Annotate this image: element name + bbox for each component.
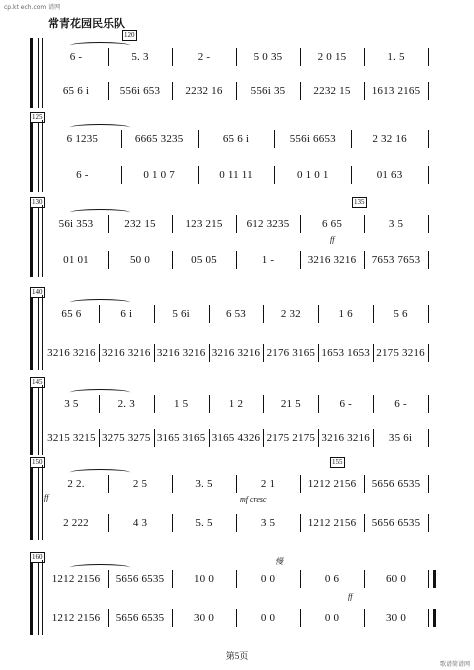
barline — [108, 570, 109, 588]
barline — [236, 251, 237, 269]
measure: 2 5 — [132, 478, 148, 490]
barline — [300, 514, 301, 532]
measure: 3216 3216 — [101, 347, 151, 359]
measure: 1. 5 — [387, 51, 405, 63]
measure: 556i 6653 — [289, 133, 336, 145]
lower-part — [30, 514, 430, 532]
barline — [154, 305, 155, 323]
measure: 5. 5 — [195, 517, 213, 529]
measure: 3215 3215 — [47, 432, 96, 444]
barline — [209, 395, 210, 413]
measure: 6 - — [339, 398, 352, 410]
barline-end — [428, 475, 429, 493]
slur — [70, 469, 130, 476]
measure: 232 15 — [124, 218, 156, 230]
upper-part — [30, 305, 430, 323]
rehearsal-number: 135 — [354, 198, 365, 206]
measure: 6 i — [120, 308, 133, 320]
rehearsal-number: 130 — [32, 198, 43, 206]
system — [30, 458, 430, 540]
measure: 5 6i — [172, 308, 190, 320]
lower-part — [30, 251, 430, 269]
barline — [121, 166, 122, 184]
barline — [236, 82, 237, 100]
slur — [70, 564, 130, 571]
measure: 1613 2165 — [371, 85, 421, 97]
measure: 123 215 — [185, 218, 223, 230]
measure: 10 0 — [193, 573, 215, 585]
measure: 6 1235 — [66, 133, 99, 145]
lower-part — [30, 609, 430, 627]
measure: 3216 3216 — [321, 432, 370, 444]
barline — [172, 82, 173, 100]
barline — [318, 395, 319, 413]
barline — [236, 514, 237, 532]
barline-end — [428, 82, 429, 100]
barline — [172, 514, 173, 532]
barline-end — [428, 305, 429, 323]
barline-end — [428, 429, 429, 447]
measure: 2 32 16 — [372, 133, 407, 145]
barline — [198, 166, 199, 184]
measure: 556i 35 — [250, 85, 286, 97]
barline — [364, 514, 365, 532]
measure: 3275 3275 — [101, 432, 151, 444]
measure: 4 3 — [132, 517, 148, 529]
barline — [172, 609, 173, 627]
barline — [300, 251, 301, 269]
barline — [108, 475, 109, 493]
barline — [99, 395, 100, 413]
barline — [373, 395, 374, 413]
measure: 3 5 — [388, 218, 404, 230]
system-start-barline — [42, 120, 43, 192]
upper-part — [30, 475, 430, 493]
upper-part — [30, 215, 430, 233]
barline — [209, 305, 210, 323]
barline — [300, 609, 301, 627]
measure: 5656 6535 — [115, 612, 165, 624]
measure: 5656 6535 — [115, 573, 165, 585]
measure: 65 6 — [61, 308, 82, 320]
rehearsal-number: 125 — [32, 113, 43, 121]
barline — [364, 82, 365, 100]
barline — [274, 130, 275, 148]
rehearsal-number: 140 — [32, 288, 43, 296]
measure: 6 53 — [225, 308, 247, 320]
measure: 30 0 — [193, 612, 215, 624]
upper-part — [30, 130, 430, 148]
measure: 3216 3216 — [156, 347, 206, 359]
barline — [236, 48, 237, 66]
slur — [70, 299, 130, 306]
barline — [274, 166, 275, 184]
rehearsal-number: 155 — [332, 458, 343, 466]
measure: 1 2 — [228, 398, 244, 410]
measure: 65 6 i — [222, 133, 250, 145]
rehearsal-number: 145 — [32, 378, 43, 386]
barline — [351, 166, 352, 184]
measure: 2232 16 — [185, 85, 223, 97]
barline — [318, 429, 319, 447]
measure: 1212 2156 — [307, 517, 357, 529]
measure: 3 5 — [64, 398, 79, 410]
measure: 3. 5 — [195, 478, 213, 490]
measure: 1653 1653 — [321, 347, 370, 359]
barline — [364, 215, 365, 233]
barline — [99, 429, 100, 447]
barline-end — [428, 344, 429, 362]
measure: 5656 6535 — [371, 478, 421, 490]
measure: 1212 2156 — [51, 612, 101, 624]
upper-part — [30, 395, 430, 413]
rehearsal-number: 160 — [32, 553, 43, 561]
rehearsal-number: 150 — [32, 458, 43, 466]
measure: 0 0 — [260, 612, 276, 624]
barline-end — [428, 130, 429, 148]
barline — [154, 344, 155, 362]
measure: 2 0 15 — [317, 51, 347, 63]
measure: 6 - — [69, 51, 83, 63]
barline — [236, 475, 237, 493]
rehearsal-number: 120 — [124, 31, 135, 39]
barline — [364, 609, 365, 627]
barline-end — [428, 609, 436, 627]
measure: 2232 15 — [313, 85, 351, 97]
lower-part — [30, 344, 430, 362]
barline-end — [428, 48, 429, 66]
measure: 5 6 — [393, 308, 408, 320]
system — [30, 553, 430, 635]
measure: 0 0 — [324, 612, 340, 624]
barline — [154, 395, 155, 413]
barline — [172, 48, 173, 66]
measure: 56i 353 — [58, 218, 94, 230]
barline — [300, 82, 301, 100]
measure: 2 - — [197, 51, 211, 63]
dynamic-marking: ff — [348, 592, 353, 601]
barline — [108, 251, 109, 269]
system-start-barline — [42, 295, 43, 370]
measure: 1 5 — [173, 398, 189, 410]
measure: 2. 3 — [117, 398, 135, 410]
barline — [364, 570, 365, 588]
measure: 01 63 — [376, 169, 403, 181]
barline-end — [428, 514, 429, 532]
watermark-bottom: 歌谱简谱网 — [439, 661, 470, 668]
barline — [108, 215, 109, 233]
barline — [172, 215, 173, 233]
barline — [108, 609, 109, 627]
barline-end — [428, 395, 429, 413]
measure: 0 11 11 — [219, 169, 253, 181]
barline — [300, 215, 301, 233]
watermark-top: cp.kt ech.com 谱网 — [4, 4, 61, 11]
lower-part — [30, 429, 430, 447]
barline — [373, 344, 374, 362]
measure: 3216 3216 — [211, 347, 261, 359]
measure: 05 05 — [191, 254, 217, 266]
measure: 5656 6535 — [371, 517, 421, 529]
barline — [300, 475, 301, 493]
system-start-barline — [42, 385, 43, 455]
dynamic-marking: ff — [330, 235, 335, 244]
barline — [373, 305, 374, 323]
barline-end — [428, 166, 429, 184]
measure: 1212 2156 — [307, 478, 357, 490]
barline — [351, 130, 352, 148]
system-start-barline — [42, 205, 43, 277]
barline — [300, 570, 301, 588]
measure: 2175 2175 — [266, 432, 316, 444]
measure: 2175 3216 — [376, 347, 425, 359]
measure: 0 6 — [324, 573, 340, 585]
barline — [318, 344, 319, 362]
barline — [236, 215, 237, 233]
measure: 35 6i — [388, 432, 413, 444]
barline — [263, 429, 264, 447]
measure: 3216 3216 — [47, 347, 96, 359]
measure: 2 1 — [260, 478, 276, 490]
measure: 2 2. — [67, 478, 85, 490]
barline — [236, 609, 237, 627]
barline — [300, 48, 301, 66]
system-start-barline — [42, 560, 43, 635]
measure: 2 32 — [280, 308, 301, 320]
barline-end — [428, 570, 436, 588]
slur — [70, 389, 130, 396]
measure: 6665 3235 — [134, 133, 184, 145]
barline — [209, 344, 210, 362]
barline — [209, 429, 210, 447]
measure: 5. 3 — [131, 51, 149, 63]
barline — [99, 344, 100, 362]
page-number: 第5页 — [225, 651, 249, 661]
measure: 0 1 0 1 — [296, 169, 329, 181]
measure: 1212 2156 — [51, 573, 101, 585]
slur — [70, 209, 130, 216]
barline — [108, 514, 109, 532]
barline-end — [428, 251, 429, 269]
measure: 3165 3165 — [156, 432, 206, 444]
measure: 30 0 — [385, 612, 407, 624]
barline — [263, 344, 264, 362]
upper-part — [30, 570, 430, 588]
measure: 01 01 — [63, 254, 89, 266]
upper-part — [30, 48, 430, 66]
barline — [263, 395, 264, 413]
measure: 6 - — [394, 398, 407, 410]
measure: 612 3235 — [246, 218, 290, 230]
measure: 3165 4326 — [211, 432, 261, 444]
measure: 556i 653 — [119, 85, 161, 97]
barline — [373, 429, 374, 447]
system — [30, 378, 430, 455]
barline — [108, 48, 109, 66]
measure: 50 0 — [129, 254, 151, 266]
barline — [236, 570, 237, 588]
dynamic-marking: mf cresc — [240, 495, 267, 504]
measure: 0 1 0 7 — [143, 169, 176, 181]
measure: 1 6 — [338, 308, 353, 320]
barline — [364, 251, 365, 269]
measure: 6 - — [76, 169, 89, 181]
barline — [198, 130, 199, 148]
system — [30, 288, 430, 370]
barline — [364, 48, 365, 66]
barline — [364, 475, 365, 493]
barline — [108, 82, 109, 100]
barline — [172, 570, 173, 588]
measure: 65 6 i — [62, 85, 90, 97]
slur — [70, 42, 130, 49]
barline — [154, 429, 155, 447]
system-start-barline — [42, 465, 43, 540]
measure: 0 0 — [260, 573, 276, 585]
lower-part — [30, 82, 430, 100]
system — [30, 198, 430, 277]
measure: 7653 7653 — [371, 254, 421, 266]
barline — [263, 305, 264, 323]
dynamic-marking: ff — [44, 493, 49, 502]
barline — [99, 305, 100, 323]
system — [30, 113, 430, 192]
lower-part — [30, 166, 430, 184]
measure: 21 5 — [280, 398, 301, 410]
barline-end — [428, 215, 429, 233]
measure: 2 222 — [63, 517, 89, 529]
measure: 2176 3165 — [266, 347, 316, 359]
slur — [70, 124, 130, 131]
dynamic-marking: 慢 — [275, 557, 283, 566]
measure: 5 0 35 — [253, 51, 283, 63]
barline — [172, 251, 173, 269]
system-start-barline — [42, 38, 43, 108]
measure: 60 0 — [385, 573, 407, 585]
measure: 3 5 — [260, 517, 276, 529]
measure: 3216 3216 — [307, 254, 357, 266]
barline — [318, 305, 319, 323]
system — [30, 31, 430, 108]
barline — [121, 130, 122, 148]
ensemble-name: 常青花园民乐队 — [48, 17, 125, 30]
measure: 1 - — [261, 254, 275, 266]
barline — [172, 475, 173, 493]
measure: 6 65 — [321, 218, 343, 230]
